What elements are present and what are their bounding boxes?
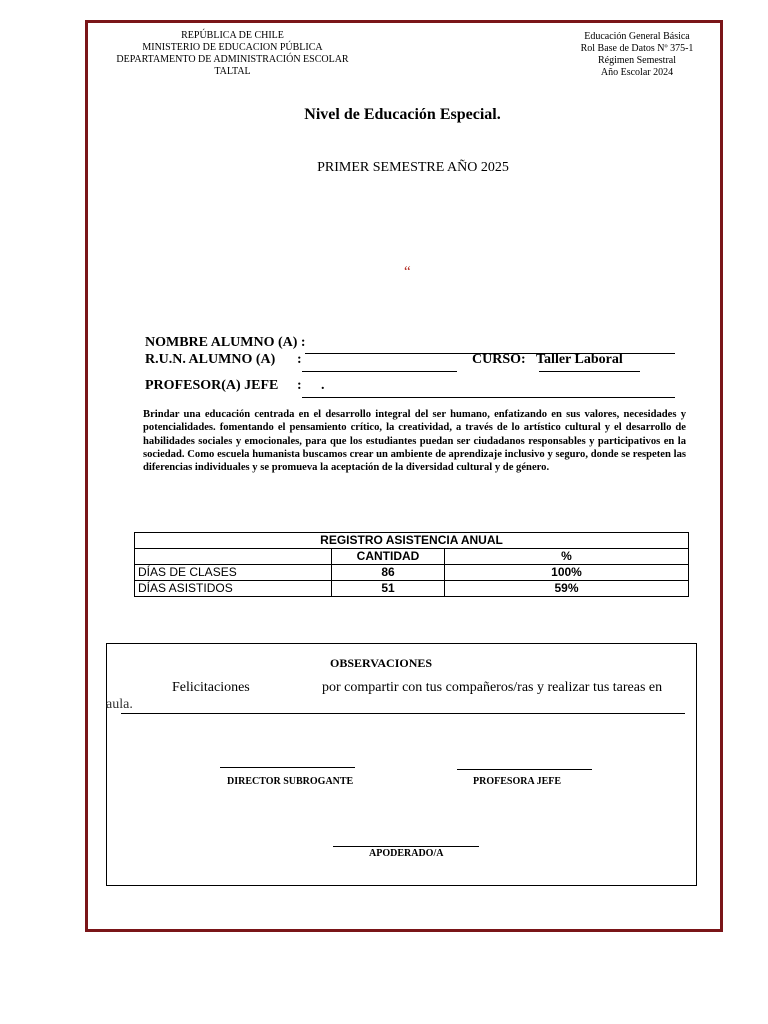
student-name-label: NOMBRE ALUMNO (A) :	[145, 335, 306, 350]
header-left-line1: REPÚBLICA DE CHILE	[181, 30, 284, 41]
row-label: DÍAS ASISTIDOS	[135, 581, 332, 597]
header-left-line3: DEPARTAMENTO DE ADMINISTRACIÓN ESCOLAR	[116, 54, 349, 65]
attendance-header-cantidad: CANTIDAD	[332, 549, 445, 565]
semester-heading: PRIMER SEMESTRE AÑO 2025	[317, 160, 509, 175]
student-run-line	[302, 371, 457, 372]
row-percent: 100%	[445, 565, 689, 581]
observations-underline	[121, 713, 685, 714]
header-right-line2: Rol Base de Datos Nº 375-1	[580, 43, 694, 54]
attendance-table	[134, 532, 689, 597]
observations-line2: aula.	[106, 697, 133, 712]
director-signature-label: DIRECTOR SUBROGANTE	[227, 776, 354, 787]
director-signature-line	[220, 767, 355, 768]
attendance-header-percent: %	[445, 549, 689, 565]
observations-text: por compartir con tus compañeros/ras y realizar tus tareas en	[322, 680, 663, 695]
header-right	[567, 31, 707, 79]
table-row	[135, 565, 689, 581]
header-right-line4: Año Escolar 2024	[600, 67, 674, 78]
row-percent: 59%	[445, 581, 689, 597]
attendance-header-row	[135, 549, 689, 565]
row-cantidad: 86	[332, 565, 445, 581]
teacher-line	[302, 397, 675, 398]
header-left	[100, 30, 365, 78]
header-right-line1: Educación General Básica	[584, 31, 690, 42]
quote-mark: “	[404, 264, 411, 280]
curso-value: Taller Laboral	[536, 352, 623, 367]
attendance-header-label	[135, 549, 332, 565]
header-right-line3: Régimen Semestral	[597, 55, 677, 66]
table-row	[135, 581, 689, 597]
student-run-colon: :	[297, 352, 302, 367]
attendance-title-row	[135, 533, 689, 549]
student-run-label: R.U.N. ALUMNO (A)	[145, 352, 276, 367]
header-left-line4: TALTAL	[214, 66, 251, 77]
guardian-signature-label: APODERADO/A	[369, 848, 444, 859]
observations-word1: Felicitaciones	[172, 680, 250, 695]
mission-statement: Brindar una educación centrada en el desarrollo integral del ser humano, enfatizando en sus valores, necesidades y potencialidades. fomentando el pensamiento crítico, la creatividad, a través de lo artístico cultural y el desarrollo de habilidades sociales y emocionales, para que los estudiantes puedan ser ciudadanos responsables y participativos en la sociedad. Como escuela humanista buscamos crear un ambiente de aprendizaje inclusivo y seguro, donde se respeten las diferencias individuales y se promueva la aceptación de la diversidad cultural y de género.	[143, 409, 686, 474]
teacher-value: .	[321, 378, 325, 393]
observations-title: OBSERVACIONES	[330, 656, 433, 670]
row-label: DÍAS DE CLASES	[135, 565, 332, 581]
curso-label: CURSO:	[472, 352, 526, 367]
guardian-signature-line	[333, 846, 479, 847]
header-left-line2: MINISTERIO DE EDUCACION PÚBLICA	[142, 42, 323, 53]
teacher-signature-label: PROFESORA JEFE	[473, 776, 562, 787]
row-cantidad: 51	[332, 581, 445, 597]
curso-line	[539, 371, 640, 372]
teacher-label: PROFESOR(A) JEFE	[145, 378, 279, 393]
document-title: Nivel de Educación Especial.	[304, 106, 501, 123]
teacher-signature-line	[457, 769, 592, 770]
attendance-title: REGISTRO ASISTENCIA ANUAL	[135, 533, 689, 549]
teacher-colon: :	[297, 378, 302, 393]
